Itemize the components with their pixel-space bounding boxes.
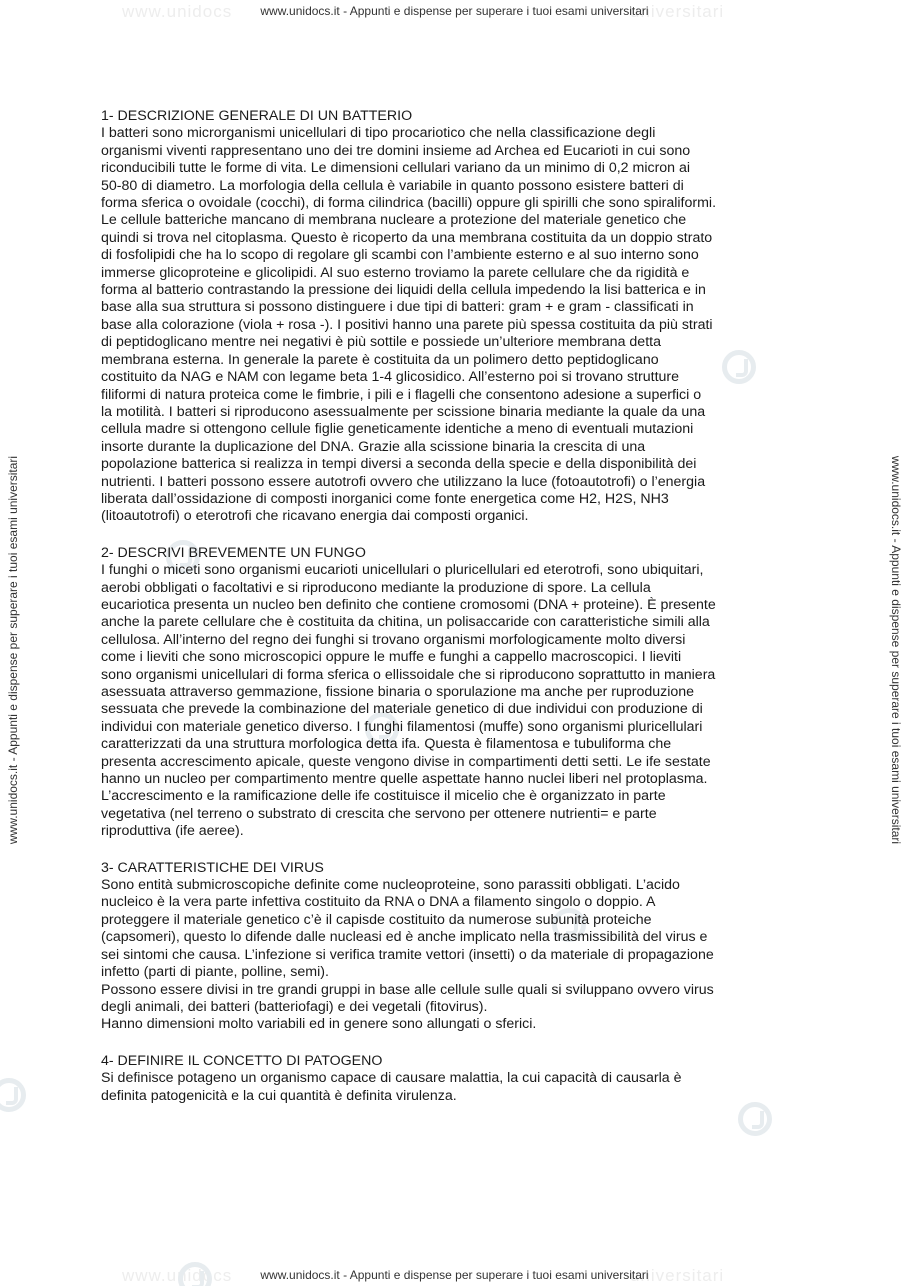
watermark-ghost-text: www.unidocs <box>122 1266 233 1285</box>
left-side-watermark: www.unidocs.it - Appunti e dispense per superare i tuoi esami universitari <box>6 455 20 845</box>
section-title: 2- DESCRIVI BREVEMENTE UN FUNGO <box>101 544 366 561</box>
section-title: 1- DESCRIZIONE GENERALE DI UN BATTERIO <box>101 108 413 124</box>
unidocs-logo-icon <box>0 1078 26 1112</box>
section-body: I funghi o miceti sono organismi eucarioti unicellulari o pluricellulari ed eterotrofi, sono ubiquitari, aerobi obbligati o facoltativi e si riproducono mediante la produzione di spore. La cellula eucariotica presenta un nucleo ben definito che contiene cromosomi (DNA + proteine). È presente anche la parete cellulare che è costituita da chitina, un polisaccaride con caratteristiche simili alla cellulosa. All’interno del regno dei funghi si trovano organismi morfologicamente molto diversi come i lieviti che sono microscopici oppure le muffe e funghi a cappello macroscopici. I lieviti sono organismi unicellulari di forma sferica o ellissoidale che si riproducono soprattutto in maniera asessuata attraverso gemmazione, fissione binaria o sporulazione ma anche per ruproduzione sessuata che prevede la combinazione del materiale genetico di due individui con produzione di individui con materiale genetico diverso. I funghi filamentosi (muffe) sono organismi pluricellulari caratterizzati da una struttura morfologica detta ifa. Questa è filamentosa e tubuliforma che presenta accrescimento apicale, queste vengono divise in compartimenti detti setti. Le ife sestate hanno un nucleo per compartimento mentre quelle aspettate hanno nuclei liberi nel protoplasma. L’accrescimento e la ramificazione delle ife costituisce il micelio che è organizzato in parte vegetativa (nel terreno o substrato di crescita che servono per ottenere nutrienti= e parte riproduttiva (ife aeree). <box>101 562 716 840</box>
document-content <box>101 108 801 1124</box>
section-title: 4- DEFINIRE IL CONCETTO DI PATOGENO <box>101 1052 383 1069</box>
section-body: I batteri sono microrganismi unicellulari di tipo procariotico che nella classificazione degli organismi viventi rappresentano uno dei tre domini insieme ad Archea ed Eucarioti in cui sono riconducibili tutte le forme di vita. Le dimensioni cellulari variano da un minimo di 0,2 micron ai 50-80 di diametro. La morfologia della cellula è variabile in quanto possono esistere batteri di forma sferica o ovoidale (cocchi), di forma cilindrica (bacilli) oppure gli spirilli che sono spiraliformi. Le cellule batteriche mancano di membrana nucleare a protezione del materiale genetico che quindi si trova nel citoplasma. Questo è ricoperto da una membrana costituita da un doppio strato di fosfolipidi che ha lo scopo di regolare gli scambi con l’ambiente esterno e al suo interno sono immerse glicoproteine e glicolipidi. Al suo esterno troviamo la parete cellulare che da rigidità e forma al batterio contrastando la pressione dei liquidi della cellula impedendo la lisi batterica e in base alla sua struttura si possono distinguere i due tipi di batteri: gram + e gram - classificati in base alla colorazione (viola + rosa -). I positivi hanno una parete più spessa costituita da più strati di peptidoglicano mentre nei negativi è più sottile e possiede un’ulteriore membrana detta membrana esterna. In generale la parete è costituita da un polimero detto peptidoglicano costituito da NAG e NAM con legame beta 1-4 glicosidico. All’esterno poi si trovano strutture filiformi di natura proteica come le fimbrie, i pili e i flagelli che consentono adesione a superfici o la motilità. I batteri si riproducono asessualmente per scissione binaria mediante la quale da una cellula madre si ottengono cellule figlie geneticamente identiche a meno di eventuali mutazioni insorte durante la duplicazione del DNA. Grazie alla scissione binaria la crescita di una popolazione batterica si realizza in tempi diversi a seconda della specie e della disponibilità dei nutrienti. I batteri possono essere autotrofi ovvero che utilizzano la luce (fotoautotrofi) o l’energia liberata dall’ossidazione di composti inorganici come fonte energetica come H2, H2S, NH3 (litoautotrofi) o eterotrofi che ricavano energia dai composti organici. <box>101 125 717 525</box>
watermark-ghost-text: www.unidocs <box>122 2 233 21</box>
header-watermark: www.unidocs.it - Appunti e dispense per superare i tuoi esami universitari <box>260 4 649 18</box>
right-side-watermark: www.unidocs.it - Appunti e dispense per superare i tuoi esami universitari <box>889 455 903 845</box>
section-title: 3- CARATTERISTICHE DEI VIRUS <box>101 859 324 876</box>
footer-watermark: www.unidocs.it - Appunti e dispense per superare i tuoi esami universitari <box>260 1268 649 1282</box>
section-pathogen <box>101 1053 801 1105</box>
watermark-ghost-text: universitari <box>630 1266 725 1285</box>
section-fungi <box>101 545 801 841</box>
section-virus <box>101 860 801 1034</box>
section-body: Sono entità submicroscopiche definite come nucleoproteine, sono parassiti obbligati. L’acido nucleico è la vera parte infettiva costituito da RNA o DNA a filamento singolo o doppio. A proteggere il materiale genetico c’è il capisde costituito da numerose subunità proteiche (capsomeri), questo lo difende dalle nucleasi ed è anche implicato nella trasmissibilità del virus e sei sintomi che causa. L’infezione si verifica tramite vettori (insetti) o da materiale di propagazione infetto (parti di piante, polline, semi). Possono essere divisi in tre grandi gruppi in base alle cellule sulle quali si sviluppano ovvero virus degli animali, dei batteri (batteriofagi) e dei vegetali (fitovirus). Hanno dimensioni molto variabili ed in genere sono allungati o sferici. <box>101 877 714 1033</box>
section-body: Si definisce potageno un organismo capace di causare malattia, la cui capacità di causarla è definita patogenicità e la cui quantità è definita virulenza. <box>101 1070 682 1104</box>
watermark-ghost-text: universitari <box>630 2 725 21</box>
section-bacteria <box>101 108 801 526</box>
